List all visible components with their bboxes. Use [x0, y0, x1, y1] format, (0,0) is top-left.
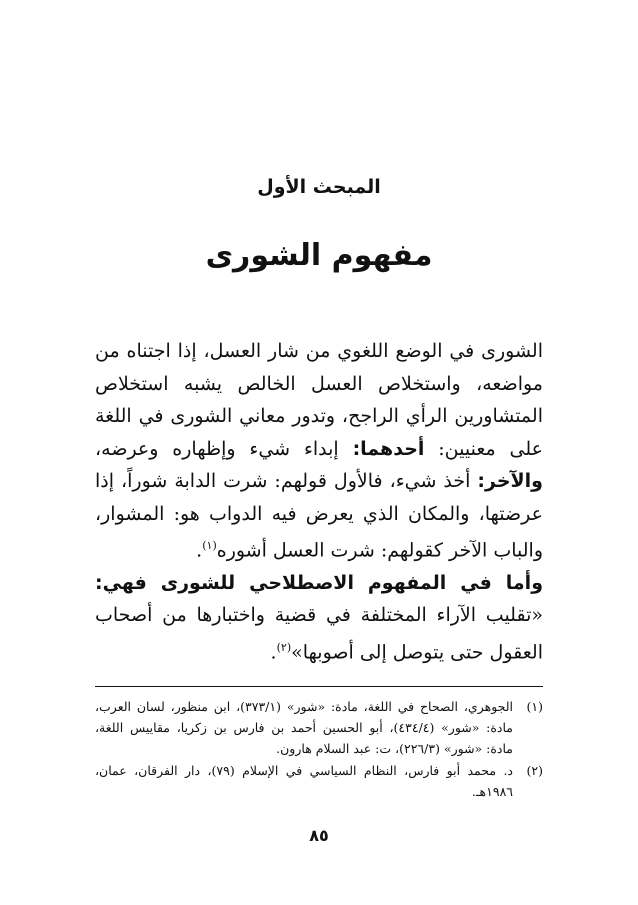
paragraph-2-text: «تقليب الآراء المختلفة في قضية واختبارها من أصحاب العقول حتى يتوصل إلى أصوبها» — [95, 604, 543, 664]
footnote-number: (١) — [526, 699, 543, 714]
paragraph-2 — [95, 567, 543, 669]
footnote-1 — [95, 696, 543, 759]
footnote-ref-1: (١) — [202, 539, 217, 552]
chapter-title: مفهوم الشورى — [205, 238, 433, 273]
second-meaning-text: أخذ شيء، فالأول قولهم: شرت الدابة شوراً، إذا عرضتها، والمكان الذي يعرض فيه الدواب هو: المشوار، والباب الآخر كقولهم: شرت العسل أشوره — [95, 470, 543, 562]
section-label: المبحث الأول — [257, 176, 381, 198]
footnote-divider — [95, 686, 543, 687]
second-meaning-label: والآخر: — [477, 470, 543, 492]
paragraph-2-end: . — [270, 641, 277, 664]
footnote-ref-2: (٢) — [276, 640, 292, 654]
first-meaning-label: أحدهما: — [352, 437, 425, 460]
paragraph-1 — [95, 335, 543, 567]
body-text — [95, 335, 543, 669]
footnotes — [95, 696, 543, 803]
footnote-text: الجوهري، الصحاح في اللغة، مادة: «شور» (٣٧٣/١)، ابن منظور، لسان العرب، مادة: «شور» (٤٣٤/٤)، أبو الحسين أحمد بن فارس بن زكريا، مقاييس اللغة، مادة: «شور» (٢٢٦/٣)، ت: عبد السلام هارون. — [95, 699, 513, 756]
paragraph-1-intro: الشورى في الوضع اللغوي من شار العسل، إذا اجتناه من مواضعه، واستخلاص العسل الخالص يشبه استخلاص المتشاورين الرأي الراجح، وتدور معاني الشورى في اللغة على معنيين: — [95, 340, 543, 460]
page-number: ٨٥ — [309, 826, 329, 845]
paragraph-2-lead: وأما في المفهوم الاصطلاحي للشورى فهي: — [95, 571, 543, 594]
first-meaning-text: إبداء شيء وإظهاره وعرضه، — [95, 437, 353, 460]
footnote-text: د. محمد أبو فارس، النظام السياسي في الإسلام (٧٩)، دار الفرقان، عمان، ١٩٨٦هـ. — [95, 763, 513, 799]
paragraph-1-end: . — [196, 539, 203, 562]
footnote-2 — [95, 760, 543, 802]
footnote-number: (٢) — [526, 763, 543, 778]
